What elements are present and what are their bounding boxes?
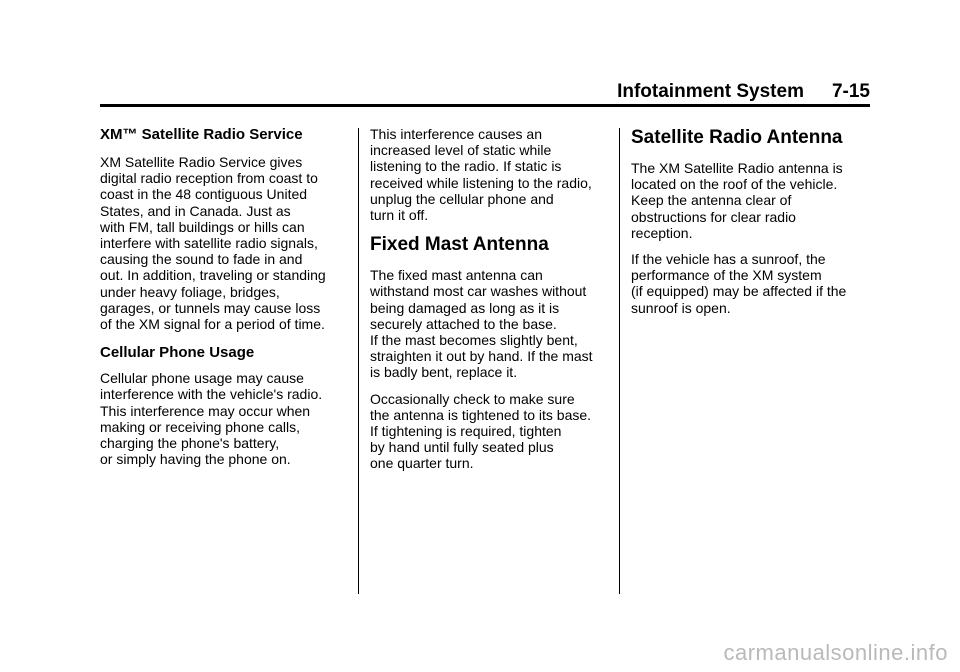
paragraph-sunroof: If the vehicle has a sunroof, the performance of the XM system (if equipped) may be affected if the sunroof is open. bbox=[631, 251, 847, 316]
section-title: Infotainment System bbox=[617, 81, 804, 102]
column-divider-1 bbox=[358, 128, 359, 594]
paragraph-antenna-location: The XM Satellite Radio antenna is located on the roof of the vehicle. Keep the antenna clear of obstructions for clear radio reception. bbox=[631, 160, 843, 241]
column-2 bbox=[370, 126, 614, 482]
heading-xm-satellite-radio-service: XM™ Satellite Radio Service bbox=[100, 126, 303, 143]
heading-fixed-mast-antenna: Fixed Mast Antenna bbox=[370, 234, 549, 256]
paragraph-cellular-usage: Cellular phone usage may cause interference with the vehicle's radio. This interference may occur when making or receiving phone calls, charging the phone's battery, or simply having the phone on. bbox=[100, 370, 323, 468]
column-1 bbox=[100, 126, 344, 477]
paragraph-xm-service: XM Satellite Radio Service gives digital radio reception from coast to coast in the 48 contiguous United States, and in Canada. Just as with FM, tall buildings or hills can interfere with satellite radio signals, causing the sound to fade in and out. In addition, traveling or standing under heavy foliage, bridges, garages, or tunnels may cause loss of the XM signal for a period of time. bbox=[100, 154, 326, 333]
footer-watermark: carmanualsonline.info bbox=[723, 640, 948, 665]
paragraph-mast-washes: The fixed mast antenna can withstand most car washes without being damaged as long as it is securely attached to the base. If the mast becomes slightly bent, straighten it out by hand. If the mast is badly bent, replace it. bbox=[370, 267, 593, 381]
header-rule bbox=[100, 104, 870, 107]
paragraph-mast-tighten: Occasionally check to make sure the antenna is tightened to its base. If tightening is required, tighten by hand until fully seated plus one quarter turn. bbox=[370, 390, 592, 472]
page-header bbox=[100, 80, 870, 104]
heading-cellular-phone-usage: Cellular Phone Usage bbox=[100, 344, 255, 362]
heading-satellite-radio-antenna: Satellite Radio Antenna bbox=[631, 127, 843, 148]
page-number: 7-15 bbox=[831, 81, 870, 102]
paragraph-interference: This interference causes an increased level of static while listening to the radio. If static is received while listening to the radio, unplug the cellular phone and turn it off. bbox=[370, 126, 592, 224]
column-3 bbox=[631, 126, 875, 326]
column-divider-2 bbox=[619, 128, 620, 594]
